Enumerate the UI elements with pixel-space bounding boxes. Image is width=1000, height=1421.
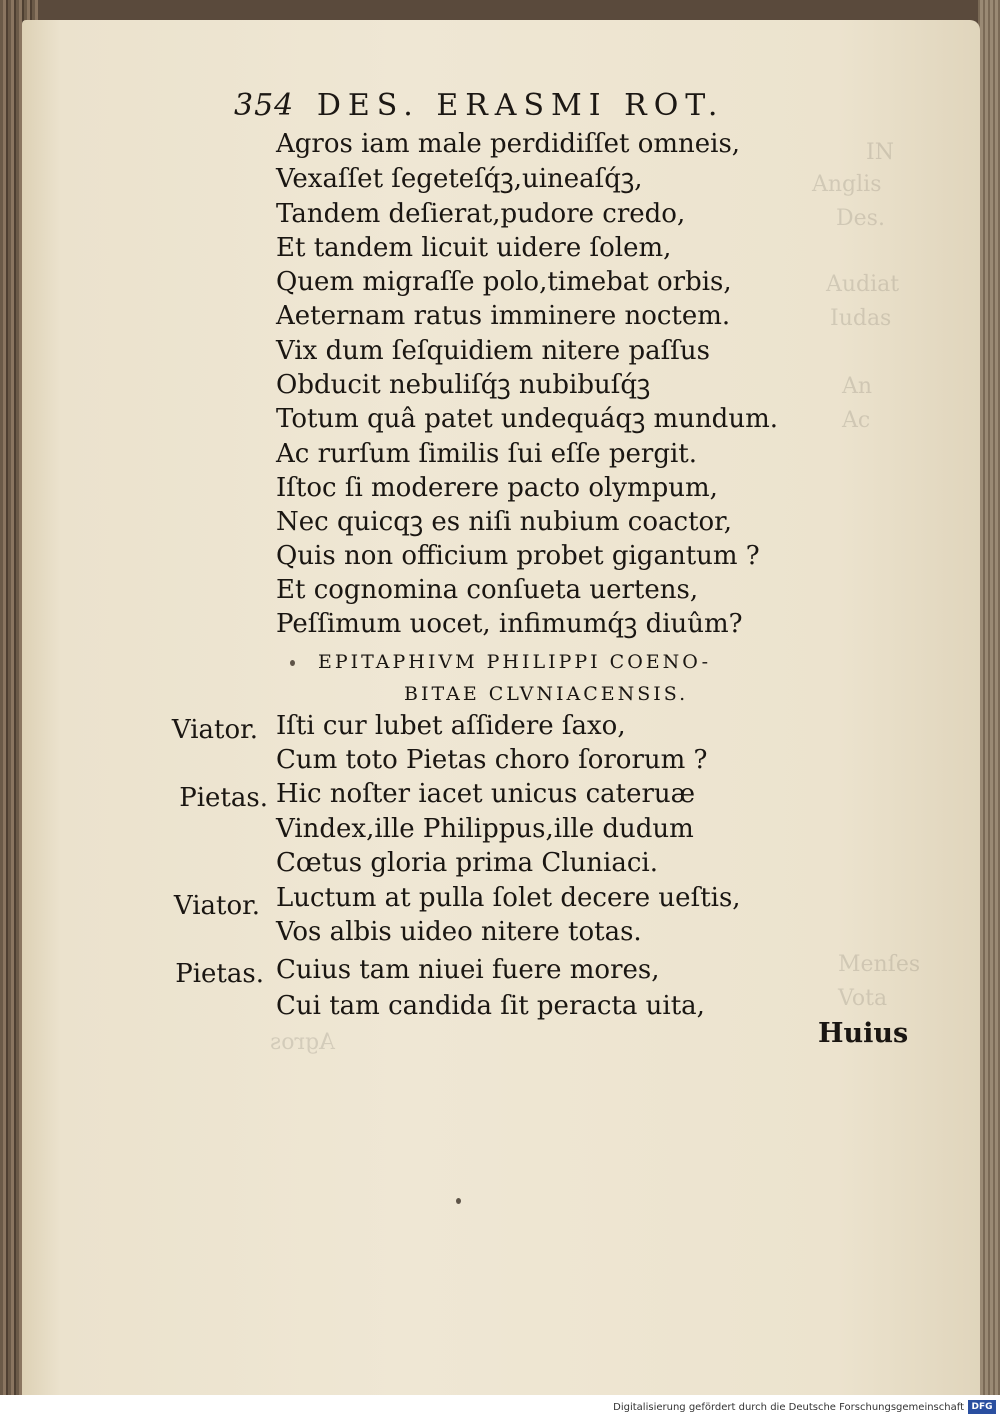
speaker-label: Viator. (173, 891, 260, 921)
footer-bar (0, 1395, 1000, 1421)
catchword: Huius (818, 1018, 909, 1049)
verse-line: Obducit nebuliſq́ꝫ nubibuſq́ꝫ (276, 370, 651, 400)
dialogue-line: Iſti cur lubet aſſidere ſaxo, (276, 711, 626, 741)
show-through: Menſes (838, 952, 921, 977)
speaker-label: Pietas. (179, 783, 268, 813)
dialogue-line: Cœtus gloria prima Cluniaci. (276, 848, 658, 878)
book-spine-edge (978, 0, 1000, 1395)
verse-line: Totum quâ patet undequáqꝫ mundum. (276, 404, 778, 434)
verse-line: Ac rurſum ſimilis ſui eſſe pergit. (276, 439, 698, 469)
speaker-label: Pietas. (175, 959, 264, 989)
verse-line: Nec quicqꝫ es niſi nubium coactor, (276, 507, 733, 537)
page-number: 354 (234, 88, 295, 123)
epitaph-heading: EPITAPHIVM PHILIPPI COENO- (318, 651, 711, 673)
verse-line: Agros iam male perdidiſſet omneis, (276, 129, 741, 159)
running-title: DES. ERASMI ROT. (316, 88, 725, 123)
verse-line: Quem migraſſe polo,timebat orbis, (276, 267, 732, 297)
dfg-logo-icon: DFG (968, 1400, 996, 1414)
ink-dot (456, 1198, 461, 1204)
dialogue-line: Hic noſter iacet unicus cateruæ (276, 779, 696, 809)
verse-line: Et tandem licuit uidere ſolem, (276, 233, 672, 263)
show-through: Agros (270, 1030, 336, 1055)
show-through: Des. (836, 206, 885, 231)
verse-line: Tandem deſierat,pudore credo, (276, 199, 686, 229)
show-through: Anglis (812, 172, 882, 197)
ink-dot (290, 660, 295, 666)
footer-credit: Digitalisierung gefördert durch die Deutsche Forschungsgemeinschaft (613, 1402, 964, 1413)
running-head (234, 88, 794, 123)
show-through: Ac (842, 408, 871, 433)
dialogue-line: Vindex,ille Philippus,ille dudum (276, 814, 694, 844)
verse-line: Iſtoc ſi moderere pacto olympum, (276, 473, 718, 503)
verse-line: Vexaſſet ſegeteſq́ꝫ,uineaſq́ꝫ, (276, 164, 643, 194)
verse-line: Peſſimum uocet, infimumq́ꝫ diuûm? (276, 609, 743, 639)
speaker-label: Viator. (171, 715, 258, 745)
dialogue-line: Cuius tam niuei fuere mores, (276, 955, 660, 985)
show-through: Audiat (826, 272, 900, 297)
show-through: An (842, 374, 873, 399)
dialogue-line: Vos albis uideo nitere totas. (276, 917, 642, 947)
dialogue-line: Cum toto Pietas choro ſororum ? (276, 745, 708, 775)
verse-line: Et cognomina conſueta uertens, (276, 575, 699, 605)
verse-line: Vix dum ſeſquidiem nitere paſſus (276, 336, 710, 366)
show-through: Vota (838, 986, 888, 1011)
show-through: IN (866, 140, 894, 165)
show-through: Iudas (830, 306, 892, 331)
verse-line: Quis non officium probet gigantum ? (276, 541, 760, 571)
dialogue-line: Luctum at pulla ſolet decere ueſtis, (276, 883, 741, 913)
verse-line: Aeternam ratus imminere noctem. (276, 301, 731, 331)
dialogue-line: Cui tam candida ſit peracta uita, (276, 991, 705, 1021)
epitaph-heading: BITAE CLVNIACENSIS. (404, 683, 689, 705)
